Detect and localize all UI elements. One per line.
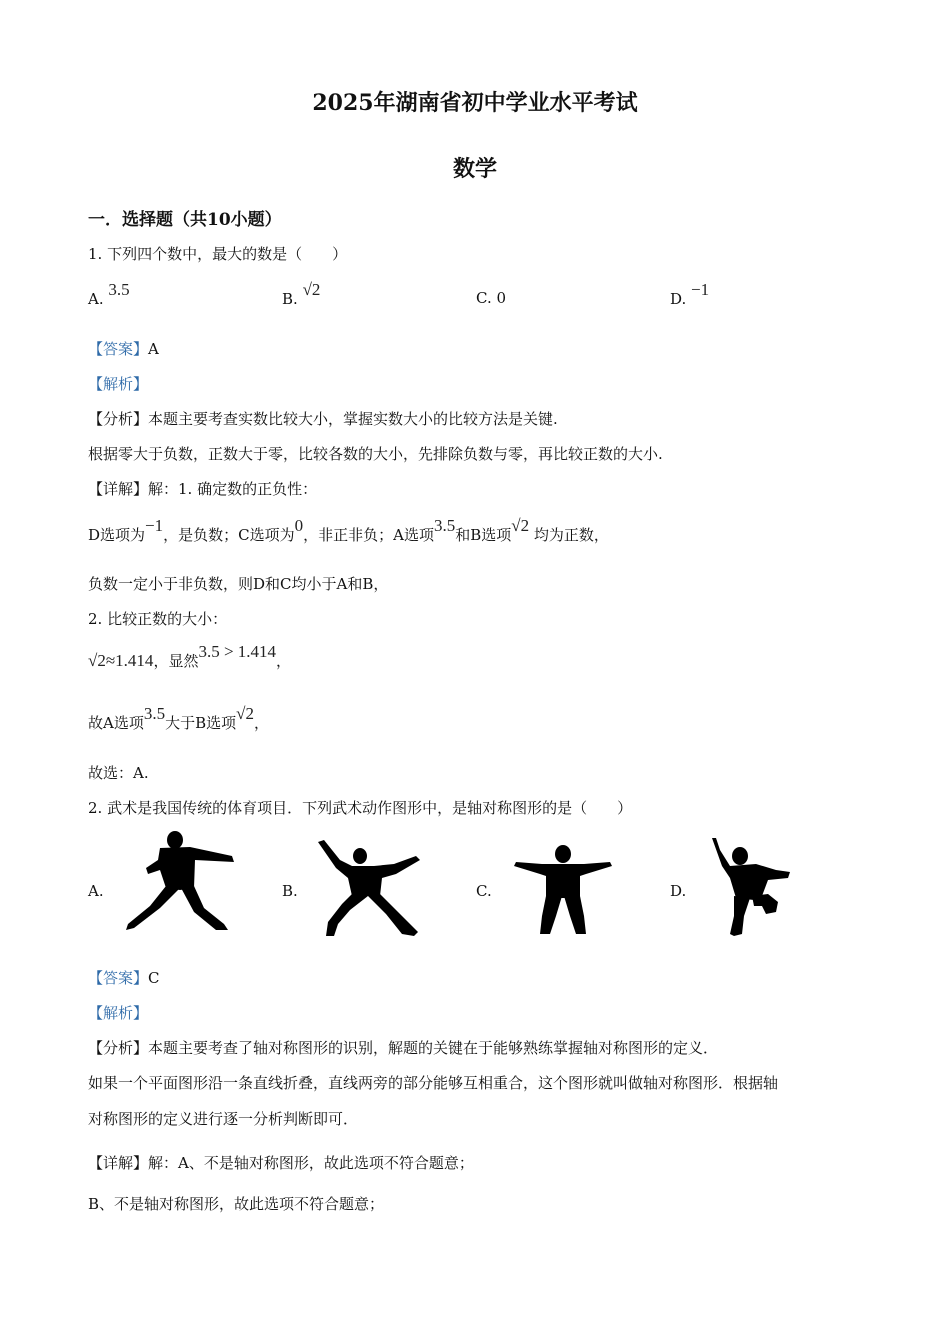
q1-option-a	[88, 280, 130, 309]
text: 均为正数，	[533, 526, 609, 544]
answer-tag: 【答案】	[88, 340, 149, 358]
answer-tag: 【答案】	[88, 969, 149, 987]
math-value: 3.5	[433, 516, 456, 535]
q1-option-b	[282, 280, 321, 309]
q1-compare-line	[88, 642, 292, 671]
sqrt-symbol: √	[236, 704, 246, 723]
math-value: 0	[294, 516, 304, 535]
martial-arts-pose-c-icon	[512, 836, 614, 938]
subject-title: 数学	[452, 156, 497, 182]
math-value: 3.5 > 1.414	[198, 642, 277, 661]
q1-conclusion-line	[88, 704, 269, 733]
option-letter: A.	[88, 290, 104, 308]
fenxi-tag: 【分析】	[88, 1039, 149, 1057]
answer-value: A	[148, 340, 159, 358]
math-value: ≈1.414	[105, 651, 154, 670]
xiangjie-text: 解：A、不是轴对称图形，故此选项不符合题意；	[148, 1154, 474, 1172]
option-value: −1	[691, 280, 710, 299]
q1-fenxi	[88, 408, 558, 429]
q1-option-c	[476, 289, 506, 307]
text: ，是负数；C选项为	[163, 526, 295, 544]
q1-answer	[88, 338, 159, 359]
text: ，	[276, 652, 292, 670]
martial-arts-pose-b-icon	[316, 838, 422, 938]
option-value: 2	[311, 280, 321, 299]
q2-definition-line-1: 如果一个平面图形沿一条直线折叠，直线两旁的部分能够互相重合，这个图形就叫做轴对称图形．根据轴	[88, 1074, 779, 1092]
q1-method-line: 根据零大于负数，正数大于零，比较各数的大小，先排除负数与零，再比较正数的大小.	[88, 445, 663, 463]
answer-value: C	[148, 969, 160, 987]
option-letter: C.	[476, 289, 492, 307]
math-value: 3.5	[143, 704, 166, 723]
martial-arts-pose-a-icon	[120, 830, 238, 934]
sqrt-symbol: √	[302, 280, 312, 299]
math-value: −1	[145, 516, 164, 535]
text: ，	[253, 714, 269, 732]
text: D选项为	[88, 526, 146, 544]
q2-answer	[88, 967, 160, 988]
q2-detail	[88, 1152, 474, 1173]
sqrt-symbol: √	[511, 516, 521, 535]
q2-option-a-letter: A.	[88, 882, 104, 900]
text: 大于B选项	[165, 714, 237, 732]
q2-option-b-judgement: B、不是轴对称图形，故此选项不符合题意；	[88, 1195, 385, 1213]
q2-fenxi	[88, 1037, 718, 1058]
option-letter: D.	[670, 290, 687, 308]
martial-arts-pose-d-icon	[706, 836, 792, 938]
xiangjie-text: 解：1. 确定数的正负性：	[148, 480, 318, 498]
xiangjie-tag: 【详解】	[88, 480, 149, 498]
q1-analysis-tag: 【解析】	[88, 375, 149, 393]
q2-option-d-letter: D.	[670, 882, 687, 900]
q1-sign-line	[88, 516, 609, 545]
xiangjie-tag: 【详解】	[88, 1154, 149, 1172]
q2-option-c-letter: C.	[476, 882, 492, 900]
section-heading: 一．选择题（共10小题）	[88, 210, 282, 230]
option-value: 0	[496, 289, 507, 307]
text: 和B选项	[455, 526, 512, 544]
text: 故A选项	[88, 714, 144, 732]
option-letter: B.	[282, 290, 298, 308]
sqrt-symbol: √	[88, 651, 98, 670]
q2-definition-line-2: 对称图形的定义进行逐一分析判断即可．	[88, 1110, 359, 1128]
q2-option-b-letter: B.	[282, 882, 298, 900]
fenxi-text: 本题主要考查实数比较大小，掌握实数大小的比较方法是关键.	[148, 410, 558, 428]
math-value: 2	[520, 516, 530, 535]
q1-negative-line: 负数一定小于非负数，则D和C均小于A和B，	[88, 575, 389, 593]
q1-final: 故选：A.	[88, 764, 149, 782]
text: ，显然	[153, 652, 199, 670]
q2-analysis-tag: 【解析】	[88, 1004, 149, 1022]
math-value: 2	[97, 651, 106, 670]
fenxi-tag: 【分析】	[88, 410, 149, 428]
exam-title: 2025年湖南省初中学业水平考试	[312, 90, 638, 116]
q1-step2: 2. 比较正数的大小：	[88, 610, 228, 628]
q1-stem: 1. 下列四个数中，最大的数是（ ）	[88, 245, 348, 263]
q2-stem: 2. 武术是我国传统的体育项目．下列武术动作图形中，是轴对称图形的是（ ）	[88, 799, 633, 817]
math-value: 2	[245, 704, 254, 723]
option-value: 3.5	[108, 280, 130, 299]
q1-detail	[88, 478, 317, 499]
fenxi-text: 本题主要考查了轴对称图形的识别，解题的关键在于能够熟练掌握轴对称图形的定义．	[148, 1039, 719, 1057]
text: ，非正非负；A选项	[303, 526, 434, 544]
q1-option-d	[670, 280, 710, 309]
